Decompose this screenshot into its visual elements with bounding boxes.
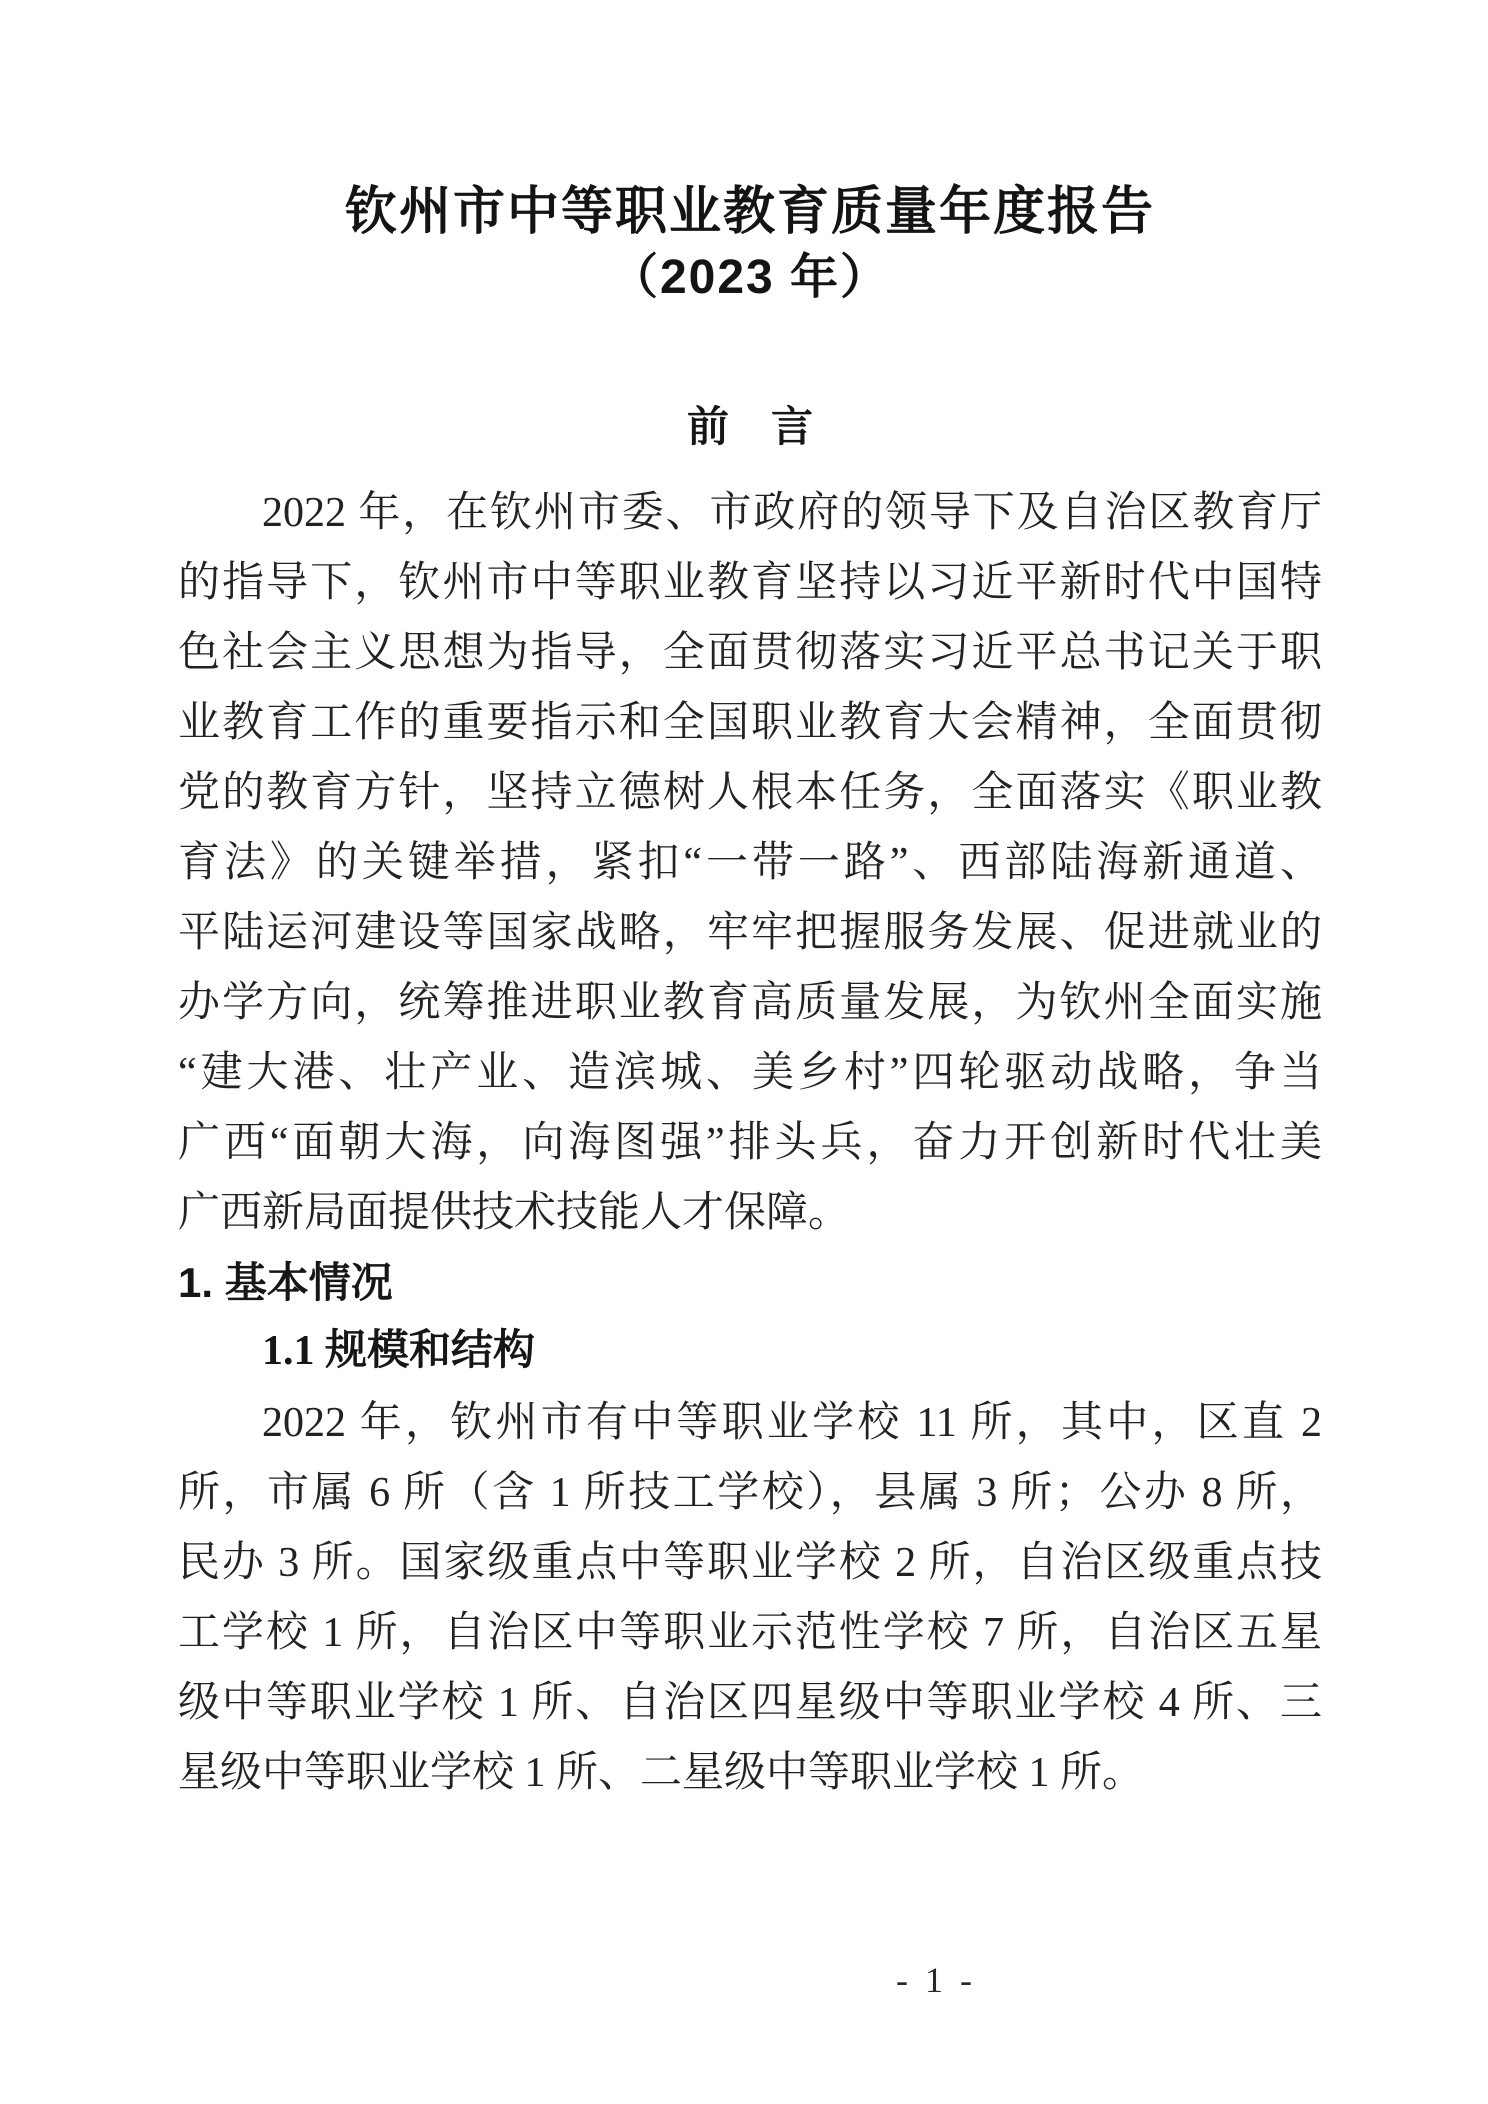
section-1-heading: 1. 基本情况 [178, 1259, 393, 1306]
paragraph-line: 党的教育方针，坚持立德树人根本任务，全面落实《职业教 [178, 770, 1322, 816]
paragraph-line: 广西“面朝大海，向海图强”排头兵，奋力开创新时代壮美 [178, 1120, 1322, 1166]
paragraph-line: 的指导下，钦州市中等职业教育坚持以习近平新时代中国特 [178, 560, 1322, 606]
paragraph-line: 办学方向，统筹推进职业教育高质量发展，为钦州全面实施 [178, 980, 1322, 1026]
paragraph-line: 所，市属 6 所（含 1 所技工学校），县属 3 所；公办 8 所， [178, 1470, 1322, 1516]
paragraph-line: 2022 年，在钦州市委、市政府的领导下及自治区教育厅 [262, 490, 1322, 536]
document-subtitle-year: （2023 年） [609, 251, 891, 304]
paragraph-line: 民办 3 所。国家级重点中等职业学校 2 所，自治区级重点技 [178, 1540, 1322, 1586]
paragraph-line: 级中等职业学校 1 所、自治区四星级中等职业学校 4 所、三 [178, 1680, 1322, 1726]
paragraph-line: 育法》的关键举措，紧扣“一带一路”、西部陆海新通道、 [178, 840, 1322, 886]
preface-heading: 前 言 [686, 403, 813, 450]
page-number: - 1 - [896, 1960, 976, 2000]
paragraph-line: 广西新局面提供技术技能人才保障。 [178, 1190, 851, 1236]
section-1-1-subheading: 1.1 规模和结构 [262, 1328, 536, 1374]
document-title: 钦州市中等职业教育质量年度报告 [344, 183, 1155, 241]
section-1-1-paragraph [178, 1388, 1322, 1808]
preface-paragraph [178, 478, 1322, 1248]
paragraph-line: 2022 年，钦州市有中等职业学校 11 所，其中，区直 2 [262, 1400, 1322, 1446]
paragraph-line: 工学校 1 所，自治区中等职业示范性学校 7 所，自治区五星 [178, 1610, 1322, 1656]
paragraph-line: 业教育工作的重要指示和全国职业教育大会精神，全面贯彻 [178, 700, 1322, 746]
paragraph-line: 星级中等职业学校 1 所、二星级中等职业学校 1 所。 [178, 1750, 1145, 1796]
paragraph-line: 色社会主义思想为指导，全面贯彻落实习近平总书记关于职 [178, 630, 1322, 676]
paragraph-line: 平陆运河建设等国家战略，牢牢把握服务发展、促进就业的 [178, 910, 1322, 956]
paragraph-line: “建大港、壮产业、造滨城、美乡村”四轮驱动战略，争当 [178, 1050, 1322, 1096]
